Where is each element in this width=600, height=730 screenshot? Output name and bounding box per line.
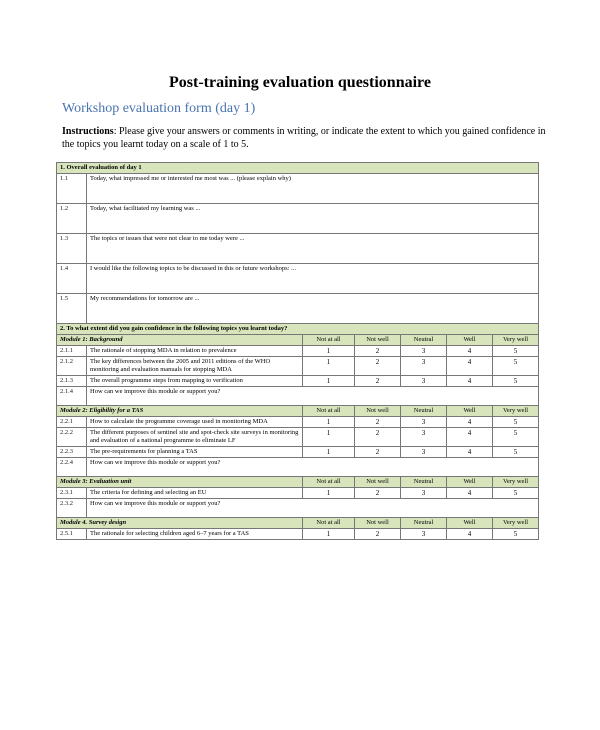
rating-option[interactable]: 4 [447, 357, 493, 376]
question-text[interactable]: Today, what impressed me or interested me most was ... (please explain why) [87, 174, 539, 204]
rating-option[interactable]: 2 [355, 376, 401, 387]
rating-option[interactable]: 5 [493, 447, 539, 458]
rating-option[interactable]: 4 [447, 346, 493, 357]
question-number: 1.2 [57, 204, 87, 234]
rating-option[interactable]: 1 [303, 346, 355, 357]
question-text: How to calculate the programme coverage used in monitoring MDA [87, 417, 303, 428]
rating-row [57, 499, 539, 518]
rating-option[interactable]: 2 [355, 447, 401, 458]
scale-label: Not at all [303, 335, 355, 346]
rating-row [57, 447, 539, 458]
question-number: 2.2.2 [57, 428, 87, 447]
question-number: 1.3 [57, 234, 87, 264]
rating-option[interactable]: 4 [447, 417, 493, 428]
rating-option[interactable]: 1 [303, 488, 355, 499]
instructions-text: : Please give your answers or comments in writing, or indicate the extent to which you gained confidence in the topics you learnt today on a scale of 1 to 5. [62, 126, 546, 150]
question-text[interactable]: Today, what facilitated my learning was ... [87, 204, 539, 234]
module-header [57, 518, 539, 529]
question-text: The rationale of stopping MDA in relation to prevalence [87, 346, 303, 357]
question-row [57, 264, 539, 294]
rating-option[interactable]: 2 [355, 488, 401, 499]
scale-label: Very well [493, 518, 539, 529]
question-row [57, 234, 539, 264]
rating-option[interactable]: 3 [401, 376, 447, 387]
rating-row [57, 529, 539, 540]
rating-option[interactable]: 1 [303, 376, 355, 387]
section-header [57, 324, 539, 335]
rating-option[interactable]: 3 [401, 346, 447, 357]
question-number: 2.1.2 [57, 357, 87, 376]
instructions-label: Instructions [62, 126, 114, 137]
document-subtitle: Workshop evaluation form (day 1) [62, 101, 256, 116]
scale-label: Not well [355, 518, 401, 529]
rating-option[interactable]: 5 [493, 428, 539, 447]
question-text[interactable]: How can we improve this module or support you? [87, 387, 539, 406]
scale-label: Not at all [303, 518, 355, 529]
module-name: Module 2: Eligibility for a TAS [57, 406, 303, 417]
question-text[interactable]: I would like the following topics to be discussed in this or future workshops: ... [87, 264, 539, 294]
rating-row [57, 346, 539, 357]
question-number: 2.2.4 [57, 458, 87, 477]
scale-label: Not well [355, 477, 401, 488]
scale-label: Well [447, 518, 493, 529]
question-number: 2.2.1 [57, 417, 87, 428]
rating-option[interactable]: 3 [401, 488, 447, 499]
question-number: 2.3.2 [57, 499, 87, 518]
question-text: The different purposes of sentinel site and spot-check site surveys in monitoring and evaluation of a national programme to eliminate LF [87, 428, 303, 447]
scale-label: Neutral [401, 406, 447, 417]
rating-row [57, 417, 539, 428]
question-text: The overall programme steps from mapping to verification [87, 376, 303, 387]
question-row [57, 204, 539, 234]
question-number: 1.5 [57, 294, 87, 324]
rating-row [57, 357, 539, 376]
question-row [57, 174, 539, 204]
question-text[interactable]: The topics or issues that were not clear to me today were ... [87, 234, 539, 264]
scale-label: Not well [355, 335, 401, 346]
scale-label: Not well [355, 406, 401, 417]
question-text[interactable]: My recommendations for tomorrow are ... [87, 294, 539, 324]
scale-label: Well [447, 477, 493, 488]
scale-label: Well [447, 406, 493, 417]
rating-row [57, 387, 539, 406]
scale-label: Neutral [401, 518, 447, 529]
rating-option[interactable]: 3 [401, 447, 447, 458]
scale-label: Not at all [303, 477, 355, 488]
scale-label: Neutral [401, 335, 447, 346]
rating-option[interactable]: 5 [493, 357, 539, 376]
rating-option[interactable]: 1 [303, 357, 355, 376]
question-number: 2.1.3 [57, 376, 87, 387]
scale-label: Very well [493, 335, 539, 346]
rating-option[interactable]: 4 [447, 376, 493, 387]
instructions [62, 125, 552, 151]
section-header-text: 2. To what extent did you gain confidence in the following topics you learnt today? [57, 324, 539, 335]
rating-row [57, 458, 539, 477]
scale-label: Very well [493, 477, 539, 488]
rating-row [57, 428, 539, 447]
question-number: 2.5.1 [57, 529, 87, 540]
question-row [57, 294, 539, 324]
rating-option[interactable]: 2 [355, 529, 401, 540]
rating-option[interactable]: 5 [493, 417, 539, 428]
rating-option[interactable]: 2 [355, 428, 401, 447]
rating-option[interactable]: 1 [303, 447, 355, 458]
document-title: Post-training evaluation questionnaire [169, 74, 431, 91]
rating-option[interactable]: 2 [355, 417, 401, 428]
rating-option[interactable]: 2 [355, 357, 401, 376]
question-text: The pre-requirements for planning a TAS [87, 447, 303, 458]
question-text: The criteria for defining and selecting an EU [87, 488, 303, 499]
scale-label: Very well [493, 406, 539, 417]
rating-option[interactable]: 4 [447, 428, 493, 447]
rating-option[interactable]: 3 [401, 417, 447, 428]
rating-option[interactable]: 5 [493, 376, 539, 387]
module-name: Module 3: Evaluation unit [57, 477, 303, 488]
question-number: 1.1 [57, 174, 87, 204]
module-name: Module 1: Background [57, 335, 303, 346]
section-header-text: 1. Overall evaluation of day 1 [57, 163, 539, 174]
question-number: 2.2.3 [57, 447, 87, 458]
question-text[interactable]: How can we improve this module or support you? [87, 499, 539, 518]
rating-option[interactable]: 1 [303, 529, 355, 540]
module-header [57, 477, 539, 488]
question-number: 1.4 [57, 264, 87, 294]
section-header [57, 163, 539, 174]
rating-option[interactable]: 1 [303, 428, 355, 447]
question-text[interactable]: How can we improve this module or support you? [87, 458, 539, 477]
rating-option[interactable]: 2 [355, 346, 401, 357]
questionnaire-table [56, 162, 539, 540]
question-number: 2.1.4 [57, 387, 87, 406]
rating-option[interactable]: 3 [401, 428, 447, 447]
module-header [57, 335, 539, 346]
module-name: Module 4. Survey design [57, 518, 303, 529]
rating-option[interactable]: 3 [401, 357, 447, 376]
rating-option[interactable]: 1 [303, 417, 355, 428]
rating-option[interactable]: 3 [401, 529, 447, 540]
module-header [57, 406, 539, 417]
question-number: 2.1.1 [57, 346, 87, 357]
rating-row [57, 376, 539, 387]
rating-row [57, 488, 539, 499]
question-number: 2.3.1 [57, 488, 87, 499]
question-text: The rationale for selecting children aged 6–7 years for a TAS [87, 529, 303, 540]
question-text: The key differences between the 2005 and 2011 editions of the WHO monitoring and evaluation manuals for stopping MDA [87, 357, 303, 376]
rating-option[interactable]: 4 [447, 529, 493, 540]
rating-option[interactable]: 5 [493, 488, 539, 499]
scale-label: Neutral [401, 477, 447, 488]
rating-option[interactable]: 5 [493, 529, 539, 540]
rating-option[interactable]: 5 [493, 346, 539, 357]
scale-label: Not at all [303, 406, 355, 417]
rating-option[interactable]: 4 [447, 447, 493, 458]
rating-option[interactable]: 4 [447, 488, 493, 499]
scale-label: Well [447, 335, 493, 346]
